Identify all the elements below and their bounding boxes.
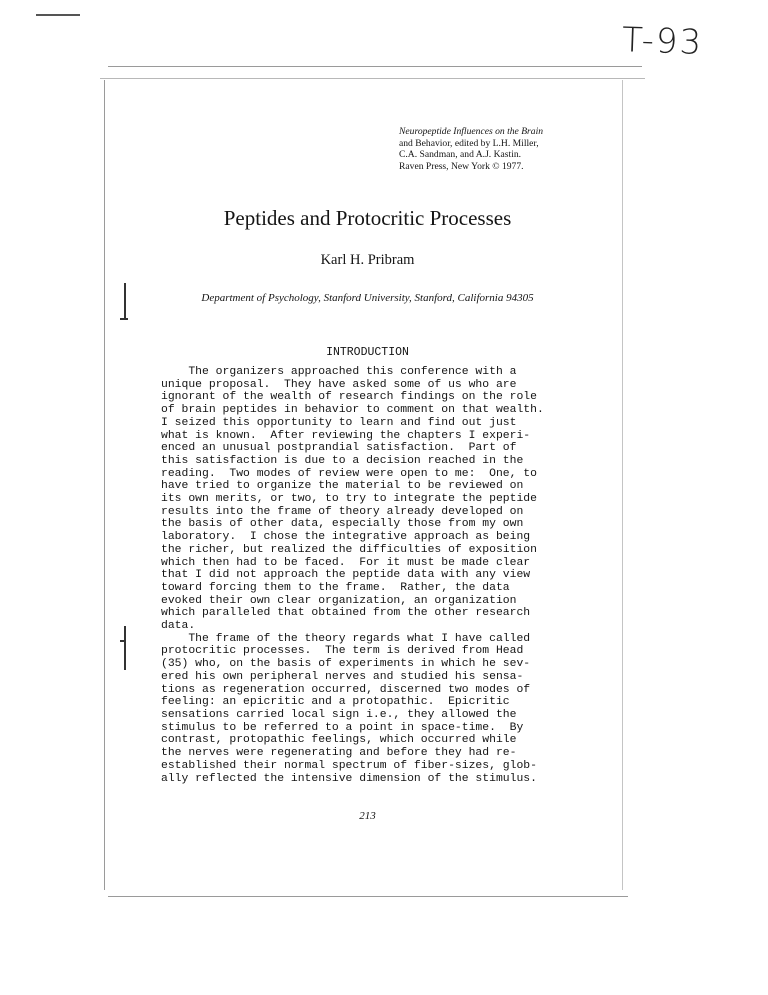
text-line: feeling: an epicritic and a protopathic. Epicritic (161, 696, 510, 709)
citation-editors-cont: C.A. Sandman, and A.J. Kastin. (399, 149, 522, 161)
text-line: stimulus to be referred to a point in space-time. By (161, 721, 524, 734)
text-line: evoked their own clear organization, an organization (161, 594, 517, 607)
text-line: laboratory. I chose the integrative approach as being (161, 531, 531, 544)
text-line: the richer, but realized the difficulties of exposition (161, 543, 537, 556)
author-name: Karl H. Pribram (320, 252, 415, 268)
text-line: unique proposal. They have asked some of us who are (161, 378, 517, 391)
margin-bracket-upper-foot (120, 318, 128, 320)
page-number: 213 (359, 810, 376, 822)
scan-line-bottom (108, 896, 628, 897)
text-line: The frame of the theory regards what I have called (161, 632, 531, 645)
text-line: of brain peptides in behavior to comment on that wealth. (161, 404, 544, 417)
text-line: sensations carried local sign i.e., they allowed the (161, 708, 517, 721)
text-line: the nerves were regenerating and before they had re- (161, 747, 517, 760)
text-line: contrast, protopathic feelings, which occurred while (161, 734, 517, 747)
body-text (161, 366, 591, 785)
text-line: established their normal spectrum of fiber-sizes, glob- (161, 759, 537, 772)
text-line: have tried to organize the material to be reviewed on (161, 480, 524, 493)
citation-line (399, 149, 609, 161)
text-line: The organizers approached this conference with a (161, 366, 517, 378)
text-line: (35) who, on the basis of experiments in which he sev- (161, 658, 531, 671)
corner-mark (36, 14, 80, 16)
text-line: reading. Two modes of review were open to me: One, to (161, 467, 537, 480)
text-line: toward forcing them to the frame. Rather, the data (161, 581, 510, 594)
scan-line-left (104, 80, 105, 890)
text-line: that I did not approach the peptide data with any view (161, 569, 531, 582)
text-line: protocritic processes. The term is derived from Head (161, 645, 524, 658)
citation-publisher: Raven Press, New York © 1977. (399, 160, 524, 172)
author-affiliation: Department of Psychology, Stanford University, Stanford, California 94305 (201, 292, 534, 304)
text-line: which paralleled that obtained from the other research (161, 607, 531, 620)
citation-line (399, 126, 609, 138)
text-line: the basis of other data, especially those from my own (161, 518, 524, 531)
text-line: I seized this opportunity to learn and find out just (161, 416, 517, 429)
paper-title: Peptides and Protocritic Processes (223, 206, 512, 230)
paragraph-2 (161, 633, 591, 785)
text-line: ally reflected the intensive dimension of the stimulus. (161, 772, 537, 785)
text-line: data. (161, 620, 196, 633)
scan-line-top-edge (100, 78, 645, 79)
text-line: this satisfaction is due to a decision reached in the (161, 454, 524, 467)
paragraph-1 (161, 366, 591, 633)
text-line: which then had to be faced. For it must be made clear (161, 556, 531, 569)
handwritten-note: T-93 (621, 20, 704, 63)
text-line: ered his own peripheral nerves and studied his sensa- (161, 670, 524, 683)
citation-block (399, 126, 609, 172)
citation-editors: and Behavior, edited by L.H. Miller, (399, 137, 539, 149)
section-heading: INTRODUCTION (326, 346, 409, 359)
citation-line (399, 161, 609, 173)
margin-bracket-lower-tick (120, 640, 126, 642)
text-line: enced an unusual postprandial satisfaction. Part of (161, 442, 517, 455)
margin-bracket-lower (124, 626, 126, 670)
citation-book-title: Neuropeptide Influences on the Brain (399, 126, 544, 137)
text-line: its own merits, or two, to try to integrate the peptide (161, 493, 537, 506)
text-line: what is known. After reviewing the chapters I experi- (161, 429, 531, 442)
text-line: tions as regeneration occurred, discerned two modes of (161, 683, 531, 696)
text-line: ignorant of the wealth of research findings on the role (161, 391, 537, 404)
citation-line (399, 138, 609, 150)
text-line: results into the frame of theory already developed on (161, 505, 524, 518)
scan-line-right (622, 80, 623, 890)
scan-line-top (108, 66, 642, 67)
